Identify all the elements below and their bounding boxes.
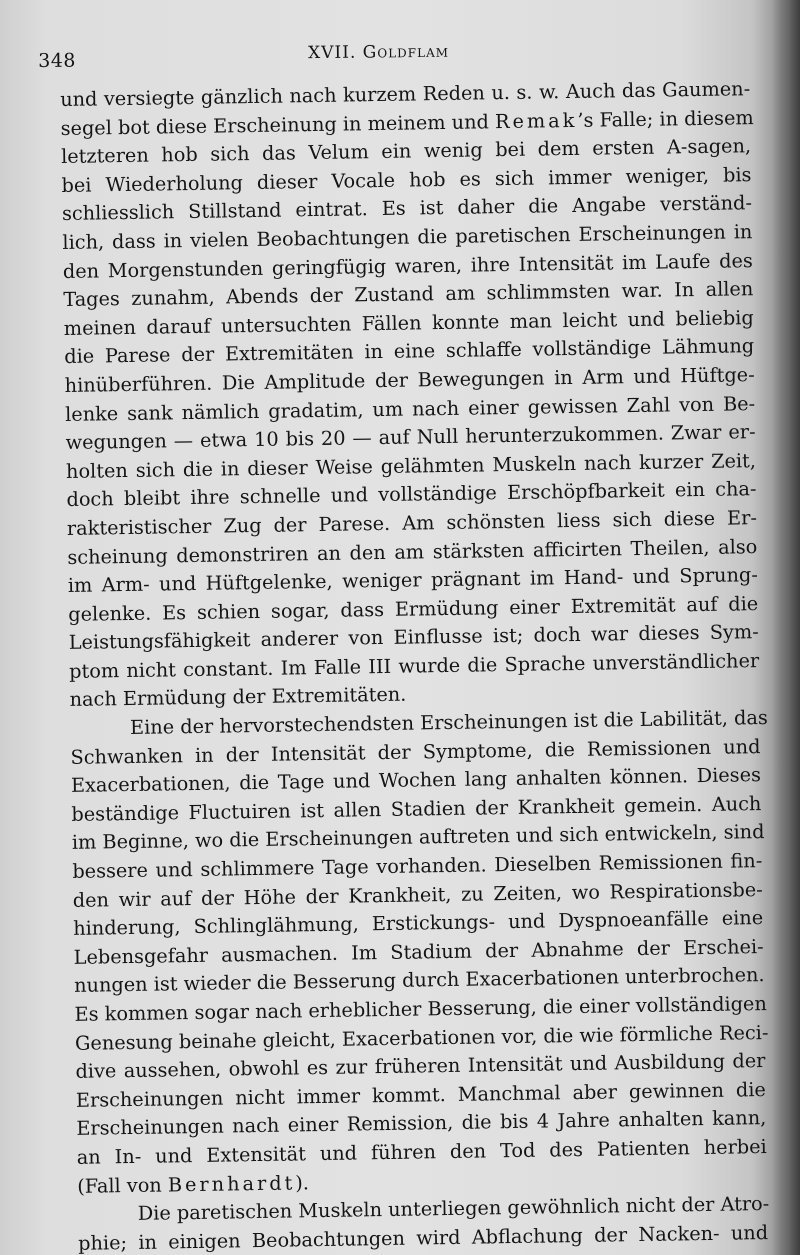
line-text: doch bleibt ihre schnelle und vollständige Erschöpfbarkeit ein cha- bbox=[66, 477, 757, 512]
running-head-author: Goldflam bbox=[362, 41, 450, 63]
line-text: im Arm- und Hüftgelenke, weniger prägnant im Hand- und Sprung- bbox=[67, 563, 758, 598]
line-text: dive aussehen, obwohl es zur früheren Intensität und Ausbildung der bbox=[75, 1049, 766, 1084]
line-text: meinen darauf untersuchten Fällen konnte man leicht und beliebig bbox=[63, 305, 754, 340]
line-text: den Morgenstunden geringfügig waren, ihre Intensität im Laufe des bbox=[62, 248, 754, 283]
line-text: holten sich die in dieser Weise gelähmten Muskeln nach kurzer Zeit, bbox=[65, 448, 757, 483]
line-text: (Fall von bbox=[77, 1173, 169, 1198]
body-text bbox=[60, 75, 768, 1255]
line-text: Lebensgefahr ausmachen. Im Stadium der Abnahme der Erschei- bbox=[73, 934, 764, 969]
line-text: segel bot diese Erscheinung in meinem und bbox=[60, 109, 496, 140]
spaced-name: Remak bbox=[494, 108, 578, 133]
line-text: beständige Fluctuiren ist allen Stadien der Krankheit gemein. Auch bbox=[71, 791, 762, 826]
line-text: wegungen — etwa 10 bis 20 — auf Null herunterzukommen. Zwar er- bbox=[65, 420, 756, 455]
line-text: letzteren hob sich das Velum ein wenig bei dem ersten A-sagen, bbox=[60, 134, 752, 169]
line-text: Eine der hervorstechendsten Erscheinungen ist die Labilität, das bbox=[129, 706, 768, 740]
line-text: Genesung beinahe gleicht, Exacerbationen vor, die wie förmliche Reci- bbox=[74, 1020, 769, 1055]
line-text: hinderung, Schlinglähmung, Erstickungs- und Dyspnoeanfälle eine bbox=[73, 906, 764, 941]
line-text: den wir auf der Höhe der Krankheit, zu Zeiten, wo Respirationsbe- bbox=[72, 877, 763, 912]
line-text: und versiegte gänzlich nach kurzem Reden u. s. w. Auch das Gaumen- bbox=[60, 77, 751, 111]
line-text: Tages zunahm, Abends der Zustand am schlimmsten war. In allen bbox=[63, 277, 754, 312]
line-text: im Beginne, wo die Erscheinungen auftreten und sich entwickeln, sind bbox=[71, 820, 765, 855]
line-text: bessere und schlimmere Tage vorhanden. Dieselben Remissionen fin- bbox=[72, 849, 763, 883]
line-text: Erscheinungen nach einer Remission, die bis 4 Jahre anhalten kann, bbox=[76, 1106, 767, 1141]
spaced-name: Bernhardt bbox=[167, 1171, 296, 1197]
line-text: gelenke. Es schien sogar, dass Ermüdung einer Extremität auf die bbox=[68, 591, 759, 626]
line-text: Es kommen sogar nach erheblicher Besserung, die einer vollständigen bbox=[74, 992, 767, 1026]
running-head bbox=[308, 42, 449, 63]
line-text-tail: ). bbox=[295, 1170, 310, 1195]
line-text: lenke sank nämlich gradatim, um nach einer gewissen Zahl von Be- bbox=[64, 391, 756, 426]
line-text: ptom nicht constant. Im Falle III wurde die Sprache unverständlicher bbox=[69, 648, 760, 683]
line-text: nach Ermüdung der Extremitäten. bbox=[69, 683, 407, 712]
line-text: Schwanken in der Intensität der Symptome, die Remissionen und bbox=[70, 734, 761, 769]
page-number: 348 bbox=[38, 49, 77, 72]
page-spine-shadow bbox=[772, 0, 800, 1255]
line-text: Leistungsfähigkeit anderer von Einflusse ist; doch war dieses Sym- bbox=[68, 620, 759, 655]
line-text: schliesslich Stillstand eintrat. Es ist daher die Angabe verständ- bbox=[61, 191, 753, 226]
line-text: rakteristischer Zug der Parese. Am schönsten liess sich diese Er- bbox=[66, 506, 758, 540]
line-text: Exacerbationen, die Tage und Wochen lang anhalten können. Dieses bbox=[70, 763, 762, 798]
line-text: Erscheinungen nicht immer kommt. Manchmal aber gewinnen die bbox=[75, 1077, 767, 1112]
line-text: phie; in einigen Beobachtungen wird Abflachung der Nacken- und bbox=[77, 1220, 769, 1255]
line-text: scheinung demonstriren an den am stärksten afficirten Theilen, also bbox=[67, 534, 758, 569]
line-text: Die paretischen Muskeln unterliegen gewöhnlich nicht der Atro- bbox=[137, 1192, 770, 1226]
line-text: bei Wiederholung dieser Vocale hob es sich immer weniger, bis bbox=[61, 162, 752, 197]
running-head-roman: XVII. bbox=[308, 42, 357, 64]
line-text-tail: ’s Falle; in diesem bbox=[577, 105, 754, 132]
page-header bbox=[36, 37, 736, 74]
line-text: nungen ist wieder die Besserung durch Exacerbationen unterbrochen. bbox=[73, 963, 765, 998]
line-text: hinüberführen. Die Amplitude der Bewegungen in Arm und Hüftge- bbox=[64, 363, 755, 397]
line-text: die Parese der Extremitäten in eine schlaffe vollständige Lähmung bbox=[64, 334, 755, 369]
line-text: an In- und Extensität und führen den Tod des Patienten herbei bbox=[76, 1134, 767, 1169]
line-text: lich, dass in vielen Beobachtungen die paretischen Erscheinungen in bbox=[62, 220, 753, 254]
